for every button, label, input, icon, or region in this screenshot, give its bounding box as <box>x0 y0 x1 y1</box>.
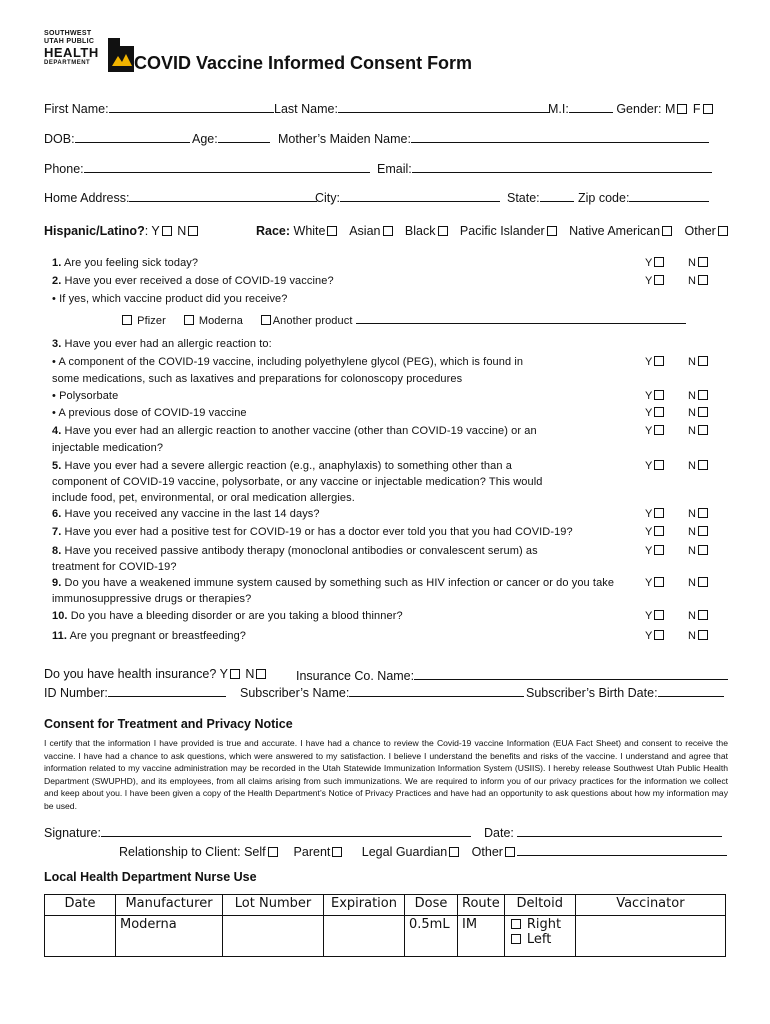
nurse-heading: Local Health Department Nurse Use <box>44 870 257 884</box>
no-label: N <box>688 275 696 287</box>
yes-label: Y <box>645 630 653 642</box>
city-field[interactable] <box>340 189 500 202</box>
race-white-label: White <box>293 224 326 238</box>
no-checkbox[interactable] <box>698 526 708 536</box>
date-cell[interactable] <box>45 916 116 957</box>
no-label: N <box>688 356 696 368</box>
nurse-table <box>44 894 726 957</box>
q7-yes-option[interactable] <box>645 526 666 538</box>
email-field[interactable] <box>412 160 712 173</box>
phone-field[interactable] <box>84 160 370 173</box>
dose-cell: 0.5mL <box>405 916 458 957</box>
gender-label: Gender: M <box>616 102 676 116</box>
yes-checkbox[interactable] <box>654 275 664 285</box>
subscriber-name-field[interactable] <box>349 684 524 697</box>
q2-yes-option[interactable] <box>645 275 666 287</box>
date-field[interactable] <box>517 824 722 837</box>
home-address-label: Home Address: <box>44 191 130 205</box>
race-native-checkbox[interactable] <box>662 226 672 236</box>
first-name-label: First Name: <box>44 102 109 116</box>
date-label: Date: <box>484 826 514 840</box>
q3a-yes-option[interactable] <box>645 356 666 368</box>
race-white-checkbox[interactable] <box>327 226 337 236</box>
col-vaccinator: Vaccinator <box>575 895 725 916</box>
no-label: N <box>688 390 696 402</box>
no-label: N <box>688 610 696 622</box>
q4-yes-option[interactable] <box>645 425 666 437</box>
no-checkbox[interactable] <box>698 356 708 366</box>
pfizer-label: Pfizer <box>137 315 166 327</box>
insurance-yes-label: Y <box>219 667 228 681</box>
col-deltoid: Deltoid <box>504 895 575 916</box>
right-deltoid-checkbox[interactable] <box>511 919 521 929</box>
no-checkbox[interactable] <box>698 545 708 555</box>
state-label: State: <box>507 191 540 205</box>
lot-number-cell[interactable] <box>223 916 324 957</box>
right-deltoid-label: Right <box>526 917 562 932</box>
q10-no-option[interactable] <box>688 610 710 622</box>
vaccine-product-options <box>120 311 686 327</box>
logo-line-3: HEALTH <box>44 45 99 60</box>
yes-label: Y <box>645 356 653 368</box>
race-pacific-label: Pacific Islander <box>459 224 545 238</box>
guardian-checkbox[interactable] <box>449 847 459 857</box>
no-checkbox[interactable] <box>698 610 708 620</box>
question-5: 5. Have you ever had a severe allergic reaction (e.g., anaphylaxis) to something other than a <box>52 460 512 472</box>
signature-label: Signature: <box>44 826 101 840</box>
q2-no-option[interactable] <box>688 275 710 287</box>
mi-label: M.I: <box>548 102 569 116</box>
no-label: N <box>688 407 696 419</box>
gender-f-label: F <box>692 102 701 116</box>
question-3-a-line2: some medications, such as laxatives and preparations for colonoscopy procedures <box>52 373 463 385</box>
maiden-name-field[interactable] <box>411 130 709 143</box>
left-deltoid-label: Left <box>526 932 552 947</box>
moderna-checkbox[interactable] <box>184 315 194 325</box>
another-product-checkbox[interactable] <box>261 315 271 325</box>
yes-checkbox[interactable] <box>654 425 664 435</box>
question-9-line2: immunosuppressive drugs or therapies? <box>52 593 252 605</box>
no-checkbox[interactable] <box>698 460 708 470</box>
subscriber-name-label: Subscriber’s Name: <box>240 686 350 700</box>
guardian-label: Legal Guardian <box>361 845 448 859</box>
yes-label: Y <box>645 526 653 538</box>
col-route: Route <box>458 895 505 916</box>
race-other-checkbox[interactable] <box>718 226 728 236</box>
yes-label: Y <box>645 390 653 402</box>
q7-no-option[interactable] <box>688 526 710 538</box>
question-1: 1. Are you feeling sick today? <box>52 257 199 269</box>
col-lot-number: Lot Number <box>223 895 324 916</box>
race-label: Race: <box>256 224 291 238</box>
zip-code-field[interactable] <box>629 189 709 202</box>
question-8-line2: treatment for COVID-19? <box>52 561 177 573</box>
no-checkbox[interactable] <box>698 425 708 435</box>
page-title: COVID Vaccine Informed Consent Form <box>134 53 473 73</box>
no-label: N <box>688 425 696 437</box>
question-5-line2: component of COVID-19 vaccine, polysorbate, or any vaccine or injectable medication? This would <box>52 476 543 488</box>
yes-label: Y <box>645 508 653 520</box>
phone-label: Phone: <box>44 162 84 176</box>
pfizer-checkbox[interactable] <box>122 315 132 325</box>
q4-no-option[interactable] <box>688 425 710 437</box>
other-checkbox[interactable] <box>505 847 515 857</box>
logo-line-4: DEPARTMENT <box>44 60 91 66</box>
state-field[interactable] <box>540 189 574 202</box>
no-label: N <box>688 545 696 557</box>
yes-checkbox[interactable] <box>654 257 664 267</box>
question-2-sub: • If yes, which vaccine product did you receive? <box>52 293 288 305</box>
race-native-label: Native American <box>569 224 661 238</box>
another-product-label: Another product <box>272 315 353 327</box>
left-deltoid-checkbox[interactable] <box>511 934 521 944</box>
yes-checkbox[interactable] <box>654 577 664 587</box>
question-3-a-line1: • A component of the COVID-19 vaccine, including polyethylene glycol (PEG), which is found in <box>52 356 524 368</box>
q6-yes-option[interactable] <box>645 508 666 520</box>
hispanic-label: Hispanic/Latino? <box>44 224 145 238</box>
question-2: 2. Have you ever received a dose of COVID-19 vaccine? <box>52 275 334 287</box>
no-checkbox[interactable] <box>698 390 708 400</box>
subscriber-birth-field[interactable] <box>658 684 724 697</box>
deltoid-cell <box>504 916 575 957</box>
question-3-c: • A previous dose of COVID-19 vaccine <box>52 407 247 419</box>
hispanic-yes-label: : Y <box>144 224 160 238</box>
another-product-field[interactable] <box>356 311 686 324</box>
home-address-field[interactable] <box>129 189 317 202</box>
question-11: 11. Are you pregnant or breastfeeding? <box>52 630 247 642</box>
email-label: Email: <box>377 162 412 176</box>
question-8: 8. Have you received passive antibody therapy (monoclonal antibodies or convalescent serum) as <box>52 545 538 557</box>
no-label: N <box>688 630 696 642</box>
q3c-no-option[interactable] <box>688 407 710 419</box>
yes-label: Y <box>645 425 653 437</box>
question-7: 7. Have you ever had a positive test for COVID-19 or has a doctor ever told you that you had COVID-19? <box>52 526 573 538</box>
no-label: N <box>688 257 696 269</box>
no-checkbox[interactable] <box>698 508 708 518</box>
city-label: City: <box>315 191 340 205</box>
race-pacific-checkbox[interactable] <box>547 226 557 236</box>
q5-yes-option[interactable] <box>645 460 666 472</box>
dob-label: DOB: <box>44 132 75 146</box>
q6-no-option[interactable] <box>688 508 710 520</box>
zip-code-label: Zip code: <box>578 191 630 205</box>
question-10: 10. Do you have a bleeding disorder or are you taking a blood thinner? <box>52 610 403 622</box>
q3a-no-option[interactable] <box>688 356 710 368</box>
parent-checkbox[interactable] <box>332 847 342 857</box>
q8-yes-option[interactable] <box>645 545 666 557</box>
no-checkbox[interactable] <box>698 257 708 267</box>
question-5-line3: include food, pet, environmental, or oral medication allergies. <box>52 492 355 504</box>
department-logo <box>44 30 134 78</box>
insurance-yes-checkbox[interactable] <box>230 669 240 679</box>
race-asian-checkbox[interactable] <box>383 226 393 236</box>
last-name-label: Last Name: <box>274 102 338 116</box>
question-9: 9. Do you have a weakened immune system caused by something such as HIV infection or cancer or do you take <box>52 577 615 589</box>
yes-checkbox[interactable] <box>654 610 664 620</box>
no-label: N <box>688 460 696 472</box>
col-expiration: Expiration <box>324 895 405 916</box>
race-black-label: Black <box>404 224 436 238</box>
q1-yes-option[interactable] <box>645 257 666 269</box>
yes-label: Y <box>645 610 653 622</box>
col-dose: Dose <box>405 895 458 916</box>
q9-no-option[interactable] <box>688 577 710 589</box>
question-4-line2: injectable medication? <box>52 442 164 454</box>
yes-checkbox[interactable] <box>654 545 664 555</box>
race-black-checkbox[interactable] <box>438 226 448 236</box>
insurance-no-label: N <box>245 667 255 681</box>
yes-label: Y <box>645 407 653 419</box>
q3c-yes-option[interactable] <box>645 407 666 419</box>
first-name-field[interactable] <box>109 100 274 113</box>
logo-line-1: SOUTHWEST <box>44 30 92 37</box>
q3b-no-option[interactable] <box>688 390 710 402</box>
hispanic-no-label: N <box>177 224 187 238</box>
no-checkbox[interactable] <box>698 630 708 640</box>
yes-checkbox[interactable] <box>654 407 664 417</box>
moderna-label: Moderna <box>198 315 243 327</box>
dob-field[interactable] <box>75 130 190 143</box>
yes-label: Y <box>645 257 653 269</box>
manufacturer-cell: Moderna <box>116 916 223 957</box>
yes-checkbox[interactable] <box>654 508 664 518</box>
self-checkbox[interactable] <box>268 847 278 857</box>
utah-state-icon <box>106 36 136 74</box>
vaccinator-cell[interactable] <box>575 916 725 957</box>
last-name-field[interactable] <box>338 100 550 113</box>
insurance-company-field[interactable] <box>414 667 728 680</box>
q3b-yes-option[interactable] <box>645 390 666 402</box>
hispanic-no-checkbox[interactable] <box>188 226 198 236</box>
no-label: N <box>688 526 696 538</box>
q1-no-option[interactable] <box>688 257 710 269</box>
id-number-field[interactable] <box>108 684 226 697</box>
race-other-label: Other <box>684 224 716 238</box>
self-label: Self <box>244 845 266 859</box>
q11-yes-option[interactable] <box>645 630 666 642</box>
insurance-question: Do you have health insurance? <box>44 667 217 681</box>
maiden-name-label: Mother’s Maiden Name: <box>278 132 411 146</box>
insurance-no-checkbox[interactable] <box>256 669 266 679</box>
no-checkbox[interactable] <box>698 407 708 417</box>
yes-checkbox[interactable] <box>654 390 664 400</box>
consent-heading: Consent for Treatment and Privacy Notice <box>44 717 293 731</box>
other-field[interactable] <box>517 843 727 856</box>
age-label: Age: <box>192 132 218 146</box>
question-3-b: • Polysorbate <box>52 390 119 402</box>
consent-text: I certify that the information I have provided is true and accurate. I have had a chance to review the Covid-19 vaccine Information (EUA Fact Sheet) and consent to receive the vaccine. I have had a chance to ask questions, which were answered to my satisfaction. I believe I understand the benefits and risks of the vaccine. I understand and agree that information related to my vaccine administration may be recorded in the Utah Statewide Immunization Information System (USIIS). I hereby release Southwest Utah Public Health Department (SWUPHD), and its employees, from all claims arising from such immunizations. We are required to inform you of our privacy practices for the information we collect and keep about you. I have been given a copy of the Health Department’s Notice of Privacy Practices and have had an opportunity to ask questions about how my information may be used. <box>44 738 728 811</box>
gender-m-checkbox[interactable] <box>677 104 687 114</box>
hispanic-yes-checkbox[interactable] <box>162 226 172 236</box>
yes-label: Y <box>645 577 653 589</box>
question-6: 6. Have you received any vaccine in the last 14 days? <box>52 508 320 520</box>
race-asian-label: Asian <box>349 224 381 238</box>
relationship-label: Relationship to Client: <box>119 845 241 859</box>
col-date: Date <box>45 895 116 916</box>
route-cell: IM <box>458 916 505 957</box>
yes-label: Y <box>645 460 653 472</box>
signature-field[interactable] <box>101 824 471 837</box>
age-field[interactable] <box>218 130 270 143</box>
gender-f-checkbox[interactable] <box>703 104 713 114</box>
q8-no-option[interactable] <box>688 545 710 557</box>
logo-line-2: UTAH PUBLIC <box>44 38 95 45</box>
q10-yes-option[interactable] <box>645 610 666 622</box>
yes-label: Y <box>645 275 653 287</box>
no-label: N <box>688 577 696 589</box>
no-label: N <box>688 508 696 520</box>
yes-checkbox[interactable] <box>654 356 664 366</box>
q11-no-option[interactable] <box>688 630 710 642</box>
id-number-label: ID Number: <box>44 686 108 700</box>
q9-yes-option[interactable] <box>645 577 666 589</box>
yes-label: Y <box>645 545 653 557</box>
other-label: Other <box>471 845 503 859</box>
subscriber-birth-label: Subscriber’s Birth Date: <box>526 686 658 700</box>
yes-checkbox[interactable] <box>654 630 664 640</box>
parent-label: Parent <box>293 845 331 859</box>
insurance-company-label: Insurance Co. Name: <box>296 669 415 683</box>
q5-no-option[interactable] <box>688 460 710 472</box>
col-manufacturer: Manufacturer <box>116 895 223 916</box>
mi-field[interactable] <box>569 100 613 113</box>
question-4: 4. Have you ever had an allergic reaction to another vaccine (other than COVID-19 vaccine) or an <box>52 425 537 437</box>
yes-checkbox[interactable] <box>654 526 664 536</box>
no-checkbox[interactable] <box>698 275 708 285</box>
question-3: 3. Have you ever had an allergic reaction to: <box>52 338 272 350</box>
yes-checkbox[interactable] <box>654 460 664 470</box>
expiration-cell[interactable] <box>324 916 405 957</box>
no-checkbox[interactable] <box>698 577 708 587</box>
